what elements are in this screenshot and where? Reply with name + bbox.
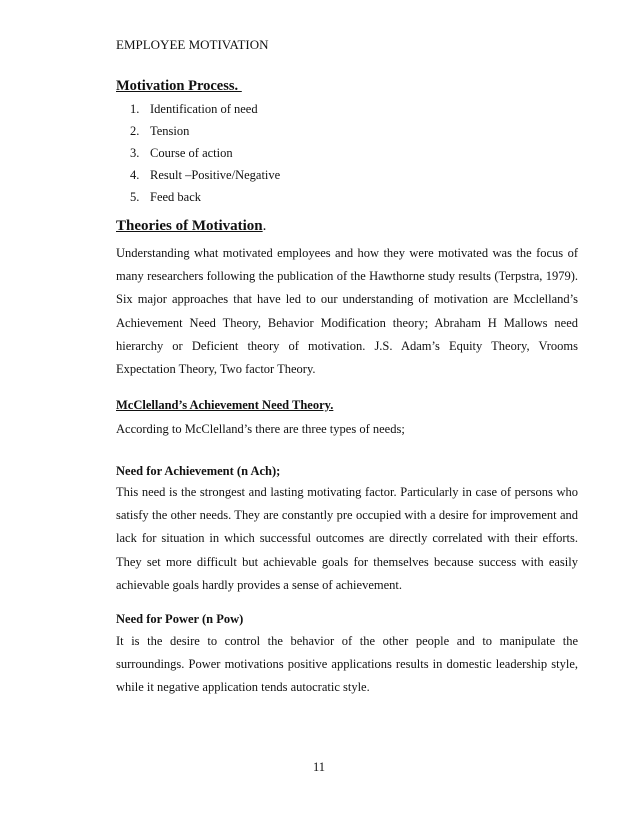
list-item: 5. Feed back — [130, 190, 202, 204]
list-item: 4. Result –Positive/Negative — [130, 168, 281, 182]
list-item: 2. Tension — [130, 124, 190, 138]
mcclelland-paragraph: According to McClelland’s there are three types of needs; — [116, 422, 405, 436]
need-power-paragraph: It is the desire to control the behavior of the other people and to manipulate the surroundings. Power motivations positive applications results in domestic leadership style, while it negative application tends autocratic style. — [116, 634, 578, 695]
running-header: EMPLOYEE MOTIVATION — [116, 37, 269, 52]
list-item: 3. Course of action — [130, 146, 233, 160]
motivation-process-steps — [130, 98, 280, 208]
theories-paragraph: Understanding what motivated employees and how they were motivated was the focus of many researchers following the publication of the Hawthorne study results (Terpstra, 1979). Six major approaches that have led to our understanding of motivation are Mcclelland’s Achievement Need Theory, Behavior Modification theory; Abraham H Mallows need hierarchy or Deficient theory of motivation. J.S. Adam’s Equity Theory, Vrooms Expectation Theory, Two factor Theory. — [116, 246, 578, 377]
mcclelland-heading: McClelland’s Achievement Need Theory. — [116, 398, 334, 412]
need-achievement-paragraph: This need is the strongest and lasting motivating factor. Particularly in case of persons who satisfy the other needs. They are constantly pre occupied with a desire for improvement and lack for situation in which successful outcomes are directly correlated with their efforts. They set more difficult but achievable goals for themselves because success with easily achievable goals hardly provides a sense of achievement. — [116, 485, 578, 592]
theories-heading: Theories of Motivation. — [116, 218, 267, 234]
need-power-heading: Need for Power (n Pow) — [116, 612, 244, 626]
page-number: 11 — [312, 760, 326, 774]
motivation-process-heading: Motivation Process. — [116, 78, 242, 94]
need-achievement-heading: Need for Achievement (n Ach); — [116, 464, 281, 478]
list-item: 1. Identification of need — [130, 102, 258, 116]
